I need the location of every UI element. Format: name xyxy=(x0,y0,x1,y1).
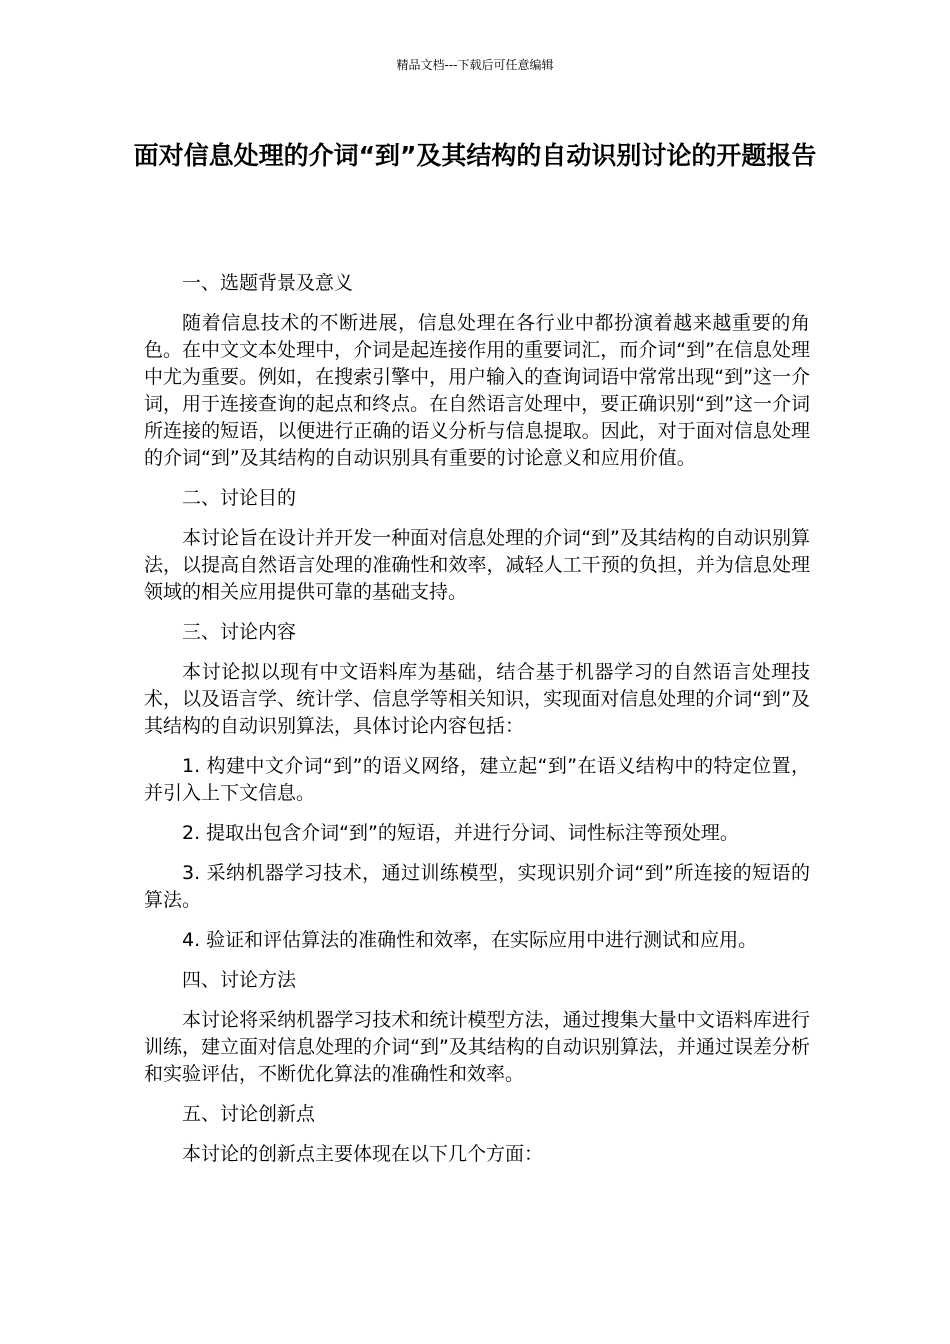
list-item: 2. 提取出包含介词“到”的短语，并进行分词、词性标注等预处理。 xyxy=(182,822,739,844)
section-heading-background: 一、选题背景及意义 xyxy=(182,272,354,294)
section-paragraph-innovation: 本讨论的创新点主要体现在以下几个方面： xyxy=(182,1143,544,1165)
list-item: 1. 构建中文介词“到”的语义网络，建立起“到”在语义结构中的特定位置，并引入上下文信息。 xyxy=(144,755,810,804)
section-heading-method: 四、讨论方法 xyxy=(182,969,297,991)
document-title: 面对信息处理的介词“到”及其结构的自动识别讨论的开题报告 xyxy=(133,141,817,170)
section-heading-purpose: 二、讨论目的 xyxy=(182,487,297,509)
section-paragraph-background: 随着信息技术的不断进展，信息处理在各行业中都扮演着越来越重要的角色。在中文文本处理中，介词是起连接作用的重要词汇，而介词“到”在信息处理中尤为重要。例如，在搜索引擎中，用户输入的查询词语中常常出现“到”这一介词，用于连接查询的起点和终点。在自然语言处理中，要正确识别“到”这一介词所连接的短语，以便进行正确的语义分析与信息提取。因此，对于面对信息处理的介词“到”及其结构的自动识别具有重要的讨论意义和应用价值。 xyxy=(144,312,810,469)
section-paragraph-content: 本讨论拟以现有中文语料库为基础，结合基于机器学习的自然语言处理技术，以及语言学、统计学、信息学等相关知识，实现面对信息处理的介词“到”及其结构的自动识别算法，具体讨论内容包括： xyxy=(144,661,810,737)
section-paragraph-purpose: 本讨论旨在设计并开发一种面对信息处理的介词“到”及其结构的自动识别算法，以提高自然语言处理的准确性和效率，减轻人工干预的负担，并为信息处理领域的相关应用提供可靠的基础支持。 xyxy=(144,527,810,603)
list-item: 3. 采纳机器学习技术，通过训练模型，实现识别介词“到”所连接的短语的算法。 xyxy=(144,862,810,911)
list-item: 4. 验证和评估算法的准确性和效率，在实际应用中进行测试和应用。 xyxy=(182,929,758,951)
header-note: 精品文档---下载后可任意编辑 xyxy=(396,58,554,72)
section-heading-content: 三、讨论内容 xyxy=(182,621,297,643)
document-body xyxy=(144,270,810,1181)
section-heading-innovation: 五、讨论创新点 xyxy=(182,1103,316,1125)
section-paragraph-method: 本讨论将采纳机器学习技术和统计模型方法，通过搜集大量中文语料库进行训练，建立面对信息处理的介词“到”及其结构的自动识别算法，并通过误差分析和实验评估，不断优化算法的准确性和效率。 xyxy=(144,1009,810,1085)
